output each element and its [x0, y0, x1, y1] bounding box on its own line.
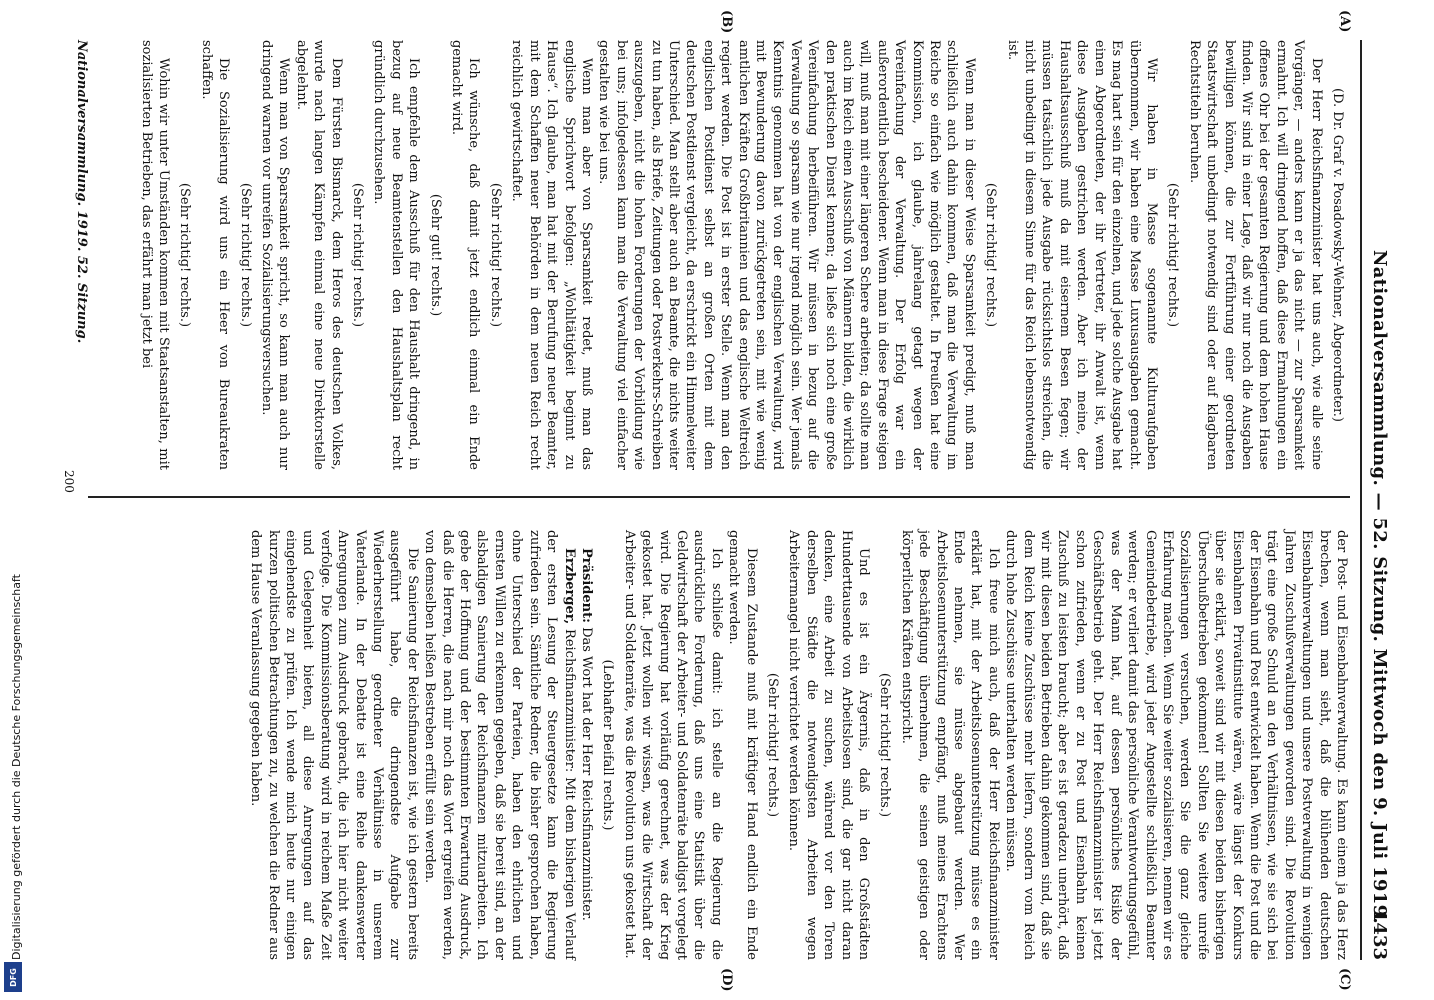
header-rule: [1360, 40, 1362, 960]
paragraph: Wohin wir unter Umständen kommen mit Staatsanstalten, mit sozialisierten Betrieben, das erfährt man jetzt bei: [138, 40, 171, 470]
margin-marker-a: (A): [1337, 10, 1352, 33]
interjection: (Sehr gut! rechts.): [427, 193, 443, 317]
paragraph: Wir haben in Masse sogenannte Kulturaufgaben übernommen, wir haben eine Masse Luxusausgaben gemacht. Es mag hart sein für den einzelnen, und jede solche Ausgabe hat einen Abgeordneten, der ihr Vertreter, ihr Anwalt ist, wenn diese Ausgaben gestrichen werden. Aber ich meine, der Haushaltsausschuß muß da mit eisernem Besen fegen; wir müssen tatsächlich jede Ausgabe rücksichtslos streichen, die nicht unbedingt in diesem Sinne für das Reich lebensnotwendig ist.: [1004, 40, 1159, 470]
header-title: Nationalversammlung. — 52. Sitzung. Mittwoch den 9. Juli 1919.: [1369, 250, 1390, 924]
speaker-line: (D. Dr. Graf v. Posadowsky-Wehner, Abgeordneter.): [1330, 88, 1345, 422]
margin-marker-c: (C): [1337, 968, 1352, 991]
column-divider: [88, 496, 1350, 498]
paragraph: Wenn man in dieser Weise Sparsamkeit predigt, muß man schließlich auch dahin kommen, daß man die Verwaltung im Reiche so einfach wie möglich gestaltet. In Preußen hat eine Kommission, ich glaube, jahrelang getagt wegen der Vereinfachung der Verwaltung. Der Erfolg war ein außerordentlich bescheidener. Wenn man in diese Frage steigen will, muß man mit einer längeren Schere arbeiten; da sollte man auch im Reich einen Ausschuß von Männern bilden, die wirklich den praktischen Dienst kennen; da ließe sich noch eine große Vereinfachung herbeiführen. Wir müssen in bezug auf die Verwaltung so sparsam wie nur irgend möglich sein. Wer jemals Kenntnis genommen hat von der englischen Verwaltung, wird mit Bewunderung davon zurückgetreten sein, mit wie wenig amtlichen Kräften Großbritannien und das englische Weltreich regiert werden. Die Post ist in erster Stelle. Wenn man den englischen Postdienst selbst an großen Orten mit dem deutschen Postdienst vergleicht, da erschrickt ein Himmelweiter Unterschied. Man stellt aber auch an Beamte, die nichts weiter zu tun haben, als Briefe, Zeitungen oder Postverkehrs-Schreiben auszugeben, nicht die hohen Forderungen der Vorbildung wie bei uns; infolgedessen kann man die Verwaltung viel einfacher gestalten wie bei uns.: [596, 40, 977, 470]
president-text: Das Wort hat der Herr Reichsfinanzminister.: [578, 627, 594, 921]
paragraph: Dem Fürsten Bismarck, dem Heros des deutschen Volkes, wurde nach langen Kämpfen einmal eine neue Direktorstelle abgelehnt.: [293, 40, 344, 470]
paragraph: Ich empfehle dem Ausschuß für den Haushalt dringend, in bezug auf neue Beamtenstellen den Haushaltsplan recht gründlich durchzusehen.: [371, 40, 422, 470]
interjection: (Sehr richtig! rechts.): [237, 182, 253, 328]
paragraph: Und es ist ein Ärgernis, daß in den Großstädten Hunderttausende von Arbeitslosen sind, die gar nicht daran denken, eine Arbeit zu suchen, während vor den Toren derselben Städte die notwendigsten Arbeiten wegen Arbeitermangel nicht verrichtet werden können.: [786, 530, 872, 960]
erzberger-speaker: Erzberger,: [561, 548, 577, 625]
footer-citation: Nationalversammlung. 1919. 52. Sitzung.: [74, 40, 89, 344]
paragraph: Ich schließe damit: ich stelle an die Regierung die ausdrückliche Forderung, daß uns eine Statistik über die Geldwirtschaft der Arbeiter- und Soldatenräte baldigst vorgelegt wird. Die Regierung hat vorläufig gerechnet, was der Krieg gekostet hat. Jetzt wollen wir wissen, was die Wirtschaft der Arbeiter- und Soldatenräte, was die Revolution uns gekostet hat.: [621, 530, 724, 960]
dfg-logo: DFG: [4, 962, 22, 992]
interjection: (Sehr richtig! rechts.): [983, 182, 999, 328]
paragraph: Wenn man von Sparsamkeit spricht, so kann man auch nur dringend warnen vor unreifen Sozialisierungsversuchen.: [259, 40, 292, 470]
right-column: [110, 530, 1350, 960]
president-paragraph: [578, 530, 595, 960]
paragraph: Diesem Zustande muß mit kräftiger Hand endlich ein Ende gemacht werden.: [726, 530, 759, 960]
paragraph: Die Sanierung der Reichsfinanzen ist, wie ich gestern bereits ausgeführt habe, die dringendste Aufgabe zur Wiederherstellung geordneter Verhältnisse in unserem Vaterlande. In der Debatte ist eine Reihe dankenswerter Anregungen zum Ausdruck gebracht, die ich hier nicht weiter verfolge. Die Kommissionsberatung wird in reichem Maße Zeit und Gelegenheit bieten, all diese Anregungen auf das eingehendste zu prüfen. Ich wende mich heute nur einigen kurzen politischen Betrachtungen zu, zu welchen die Redner aus dem Hause Veranlassung gegeben haben.: [248, 530, 420, 960]
paragraph: Ich freue mich auch, daß der Herr Reichsfinanzminister erklärt hat, mit der Arbeitslosenunterstützung müsse es ein Ende nehmen, sie müsse abgebaut werden. Wer Arbeitslosenunterstützung empfängt, muß meines Erachtens jede Beschäftigung übernehmen, die seinen geistigen oder körperlichen Kräften entspricht.: [898, 530, 1001, 960]
page-header: [1362, 40, 1396, 960]
paragraph: Ich wünsche, daß damit jetzt endlich einmal ein Ende gemacht wird.: [449, 40, 482, 470]
interjection: (Sehr richtig! rechts.): [177, 182, 193, 328]
interjection: (Sehr richtig! rechts.): [877, 672, 893, 818]
erzberger-paragraph: [421, 530, 578, 960]
digitization-note: Digitalisierung gefördert durch die Deutsche Forschungsgemeinschaft: [10, 574, 23, 960]
header-page-number: 1433: [1369, 909, 1390, 960]
erzberger-role: Reichsfinanzminister:: [561, 629, 577, 773]
left-column: [110, 40, 1350, 470]
paragraph: Die Sozialisierung wird uns ein Heer von Bureaukraten schaffen.: [198, 40, 232, 470]
interjection: (Sehr richtig! rechts.): [350, 182, 366, 328]
interjection: (Lebhafter Beifall rechts.): [600, 659, 616, 831]
paragraph: der Post- und Eisenbahnverwaltung. Es kann einem ja das Herz brechen, wenn man sieht, daß die blühenden deutschen Eisenbahnverwaltungen und unsere Postverwaltung in wenigen Jahren Zuschußverwaltungen geworden sind. Die Revolution trägt eine große Schuld an den Verhältnissen, wie sie sich bei der Eisenbahn und Post entwickelt haben. Wenn die Post und die Eisenbahnen Privatinstitute wären, wäre längst der Konkurs über sie erklärt, soweit sind wir mit diesen beiden bisherigen Überschußbetrieben gekommen! Sollten Sie weitere unreife Sozialisierungen versuchen, werden Sie die ganz gleiche Erfahrung machen. Wenn Sie weiter sozialisieren, nennen wir es Gemeindebetriebe, wird jeder Angestellte schließlich Beamter werden; er verliert damit das persönliche Verantwortungsgefühl, was der Mann hat, auf dessen persönliches Risiko der Geschäftsbetrieb geht. Der Herr Reichsfinanzminister ist jetzt schon zufrieden, wenn er zu Post und Eisenbahn keinen Zuschuß zu leisten braucht; aber es ist geradezu unerhört, daß wir mit diesen beiden Betrieben dahin gekommen sind, daß sie dem Reich keine Zuschüsse mehr liefern, sondern vom Reich durch hohe Zuschüsse unterhalten werden müssen.: [1003, 530, 1349, 960]
interjection: (Sehr richtig! rechts.): [765, 672, 780, 818]
margin-strip: [0, 0, 30, 1000]
margin-marker-d: (D): [719, 968, 734, 992]
interjection: (Sehr richtig! rechts.): [487, 182, 503, 328]
president-speaker: Präsident:: [578, 548, 594, 623]
erzberger-text: Mit dem bisherigen Verlauf der ersten Lesung der Steuergesetze kann die Regierung zufrieden sein. Sämtliche Redner, die bisher gesprochen haben, ohne Unterschied der Parteien, haben den ehrlichen und ernsten Willen zu erkennen gegeben, daß sie bereit sind, an der alsbaldigen Sanierung der Reichsfinanzen mitzuarbeiten. Ich gebe der Hoffnung und der bestimmten Erwartung Ausdruck, daß die Herren, die nach mir noch das Wort ergreifen werden, von demselben heißen Bestreben erfüllt sein werden.: [422, 530, 577, 960]
interjection: (Sehr richtig! rechts.): [1165, 182, 1181, 328]
footer-page-number: 200: [62, 470, 76, 493]
paragraph: Wenn man aber von Sparsamkeit redet, muß man das englische Sprichwort befolgen: „Wohltätigkeit beginnt zu Hause“. Ich glaube, man hat mit der Berufung neuer Beamter, mit dem Schaffen neuer Behörden in dem neuen Reich recht reichlich gewirtschaftet.: [509, 40, 594, 470]
margin-marker-b: (B): [719, 10, 734, 34]
paragraph: Der Herr Reichsfinanzminister hat uns auch, wie alle seine Vorgänger, — anders kann er ja das nicht — zur Sparsamkeit ermahnt. Ich will dringend hoffen, daß diese Ermahnungen ein offenes Ohr bei der gesamten Regierung und dem hohen Hause finden. Wir sind in einer Lage, daß wir nur noch die Ausgaben bewilligen können, die zur Fortführung einer geordneten Staatswirtschaft unbedingt notwendig sind oder auf klagbaren Rechtstiteln beruhen.: [1186, 40, 1324, 470]
